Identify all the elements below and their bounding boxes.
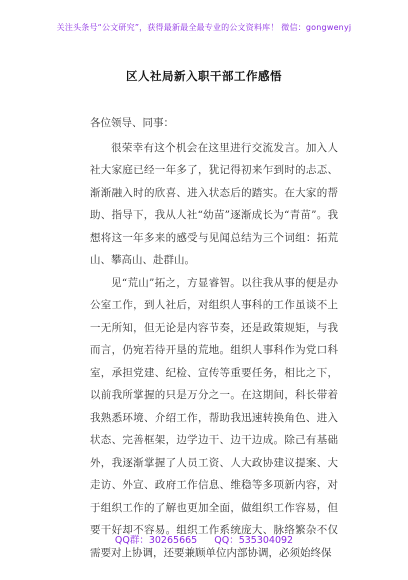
document-body <box>90 112 338 564</box>
header-note: 关注头条号“公文研究”，获得最新最全最专业的公文资料库！ 微信：gongwenyj <box>56 23 352 32</box>
qq-number: QQ：535304092 <box>214 535 294 546</box>
paragraph-1: 很荣幸有这个机会在这里进行交流发言。加入人社大家庭已经一年多了，犹记得初来乍到时的忐忑、渐渐融入时的欣喜、进入状态后的踏实。在大家的帮助、指导下，我从人社“幼苗”逐渐成长为“青苗”。我想将这一年多来的感受与见闻总结为三个词组：拓荒山、攀高山、赴群山。 <box>90 141 338 266</box>
paragraph-2: 见“荒山”拓之，方显睿智。以往我从事的便是办公室工作，到人社后，对组织人事科的工作虽谈不上一无所知，但无论是内容节奏，还是政策规矩，与我而言，仍宛若待开垦的荒地。组织人事科作为党口科室，承担党建、纪检、宣传等重要任务，相比之下，以前我所掌握的只是万分之一。在这期间，科长带着我熟悉环境、介绍工作，帮助我迅速转换角色、进入状态、完善框架，边学边干、边干边成。除己有基础外，我逐渐掌握了人员工资、人大政协建议提案、大走访、外宣、政府工作信息、维稳等多项新内容，对于组织工作的了解也更加全面，做组织工作容易，但要干好却不容易。组织工作系统庞大、脉络繁杂不仅需要对上协调，还要兼顾单位内部协调，必须始终保 <box>90 276 338 559</box>
greeting: 各位领导、同事： <box>90 117 174 129</box>
qq-group-number: QQ群：30265665 <box>114 535 198 546</box>
footer-contact <box>0 532 408 546</box>
document-title: 区人社局新入职干部工作感悟 <box>126 69 282 83</box>
